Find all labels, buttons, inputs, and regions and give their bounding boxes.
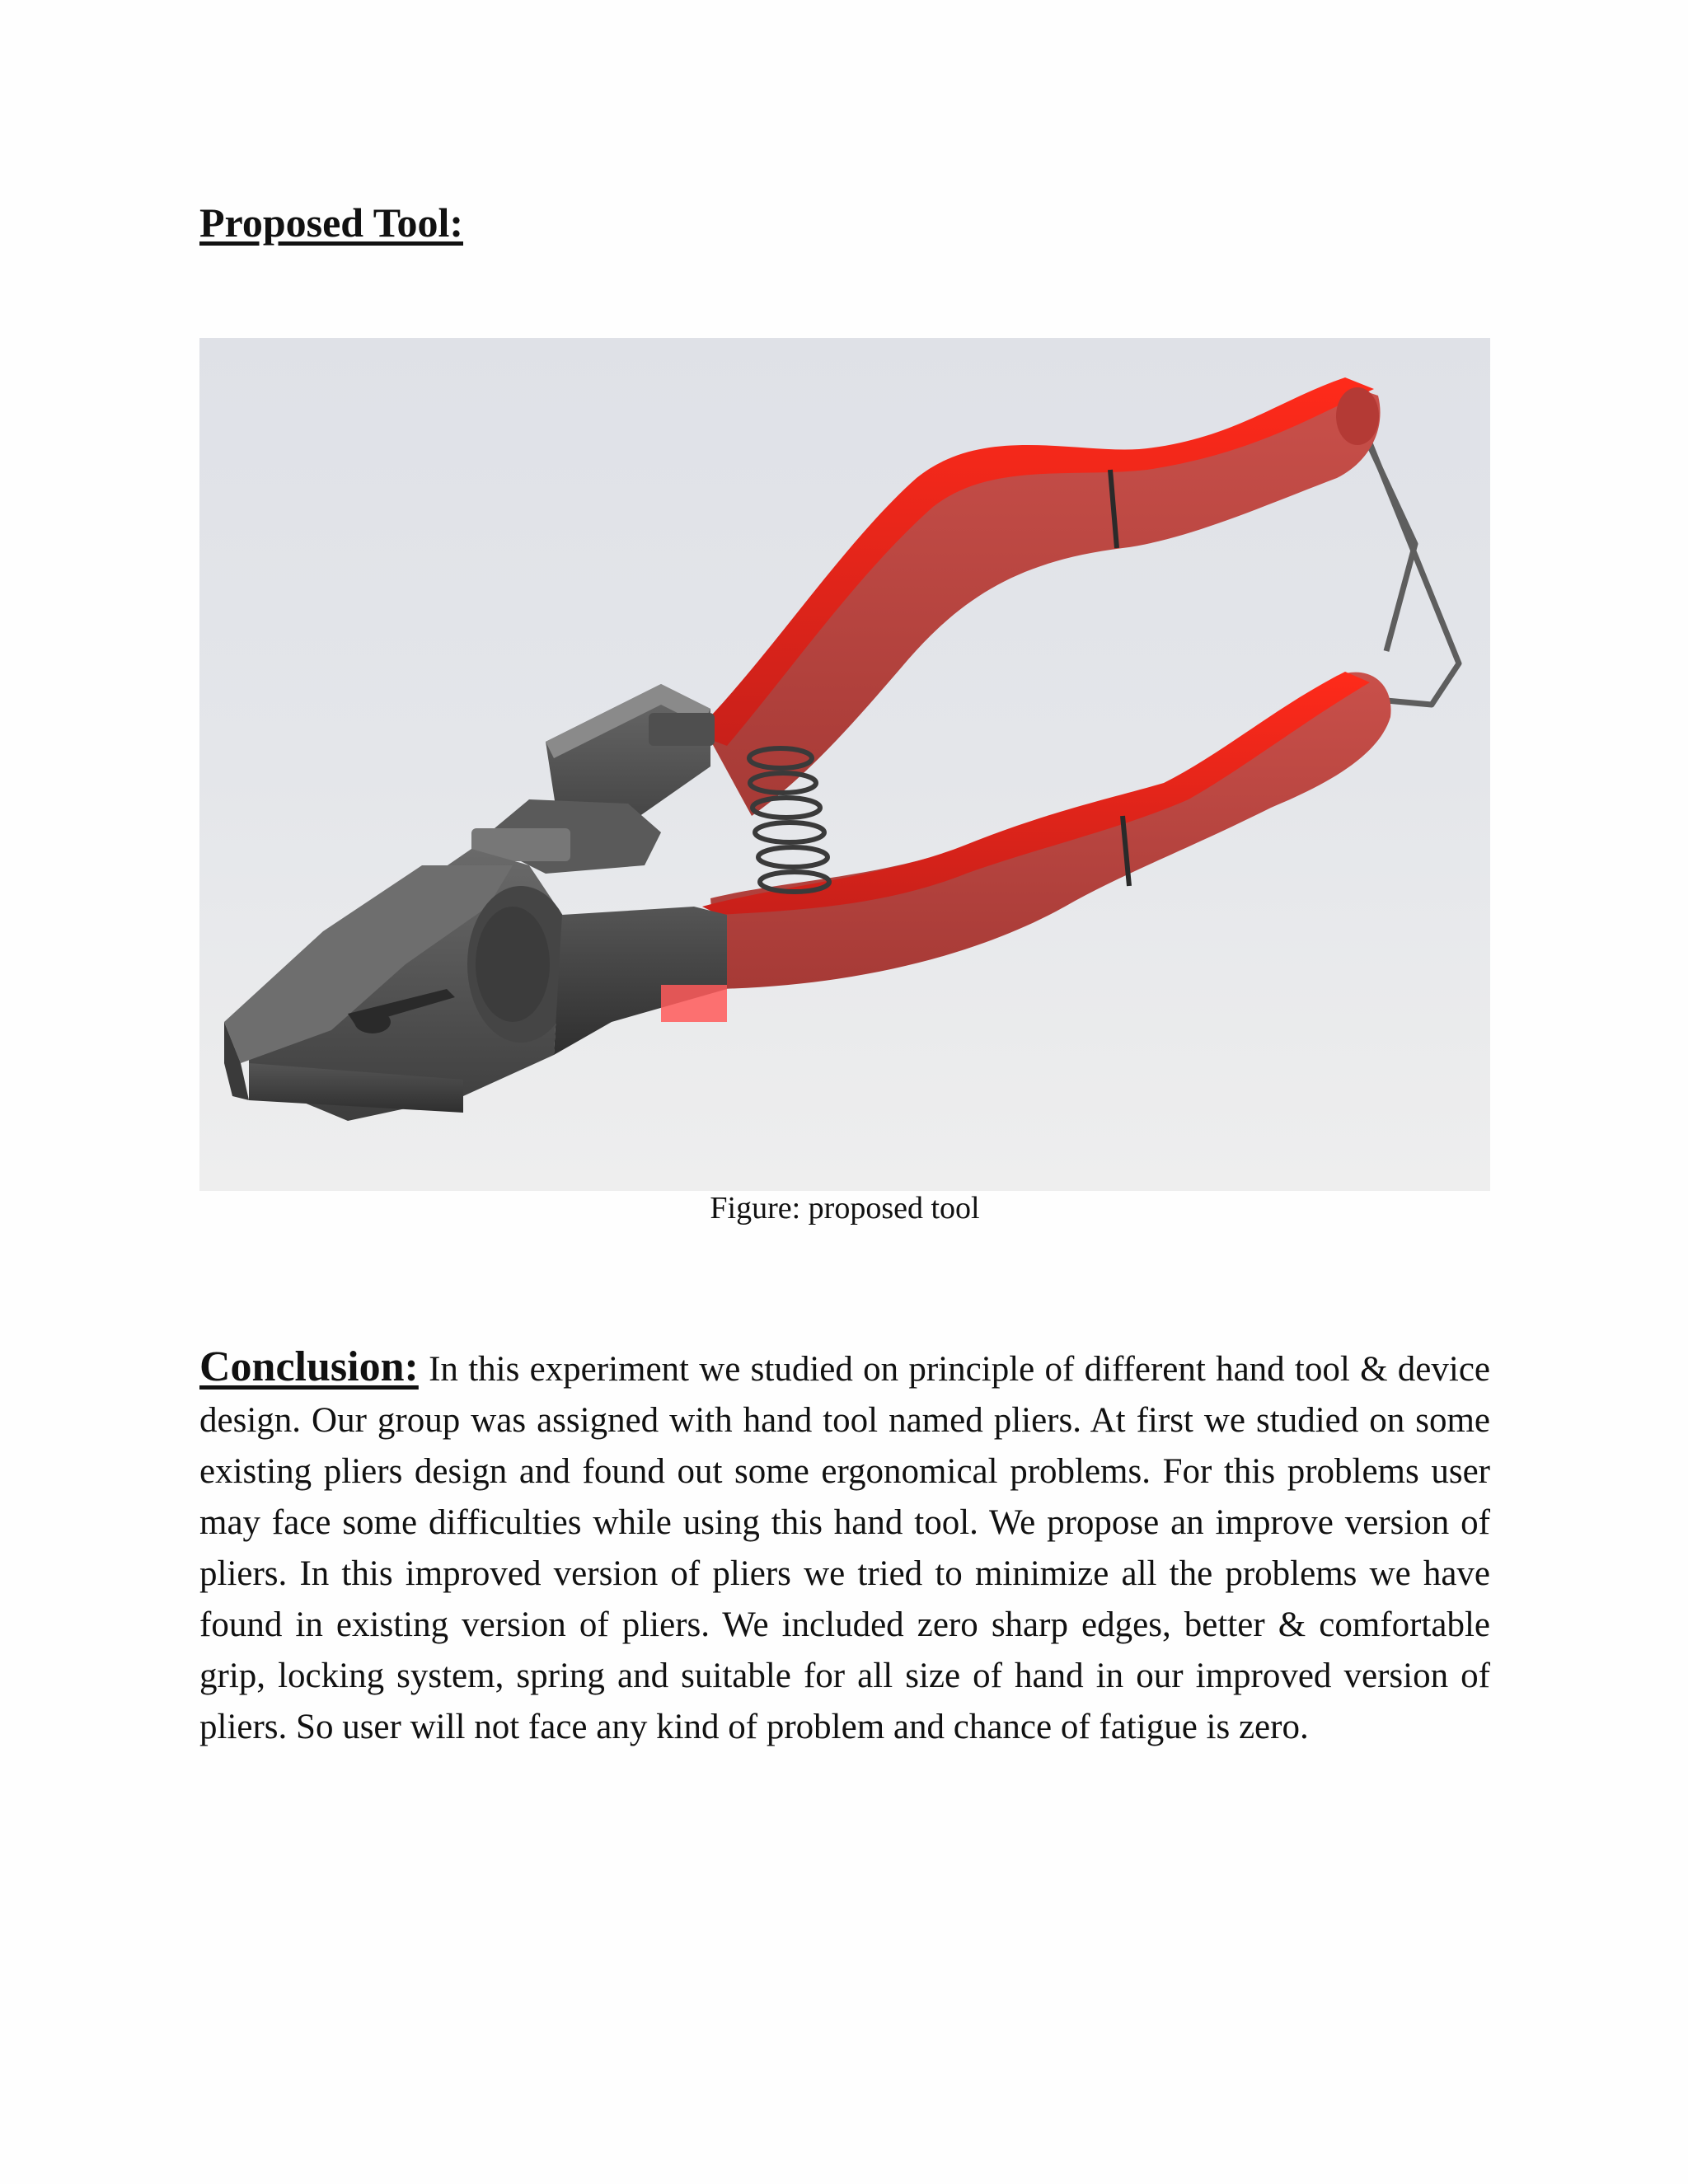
conclusion-paragraph [199,1342,1490,1753]
conclusion-label: Conclusion: [199,1343,419,1390]
pliers-illustration [199,338,1490,1191]
figure-caption: Figure: proposed tool [710,1191,980,1226]
proposed-tool-heading: Proposed Tool: [199,199,463,246]
conclusion-text: In this experiment we studied on principle of different hand tool & device design. Our group was assigned with hand tool named pliers. At first we studied on some existing pliers design and found out some ergonomical problems. For this problems user may face some difficulties while using this hand tool. We propose an improve version of pliers. In this improved version of pliers we tried to minimize all the problems we have found in existing version of pliers. We included zero sharp edges, better & comfortable grip, locking system, spring and suitable for all size of hand in our improved version of pliers. So user will not face any kind of problem and chance of fatigue is zero. [199,1350,1490,1746]
proposed-tool-figure [199,338,1490,1191]
